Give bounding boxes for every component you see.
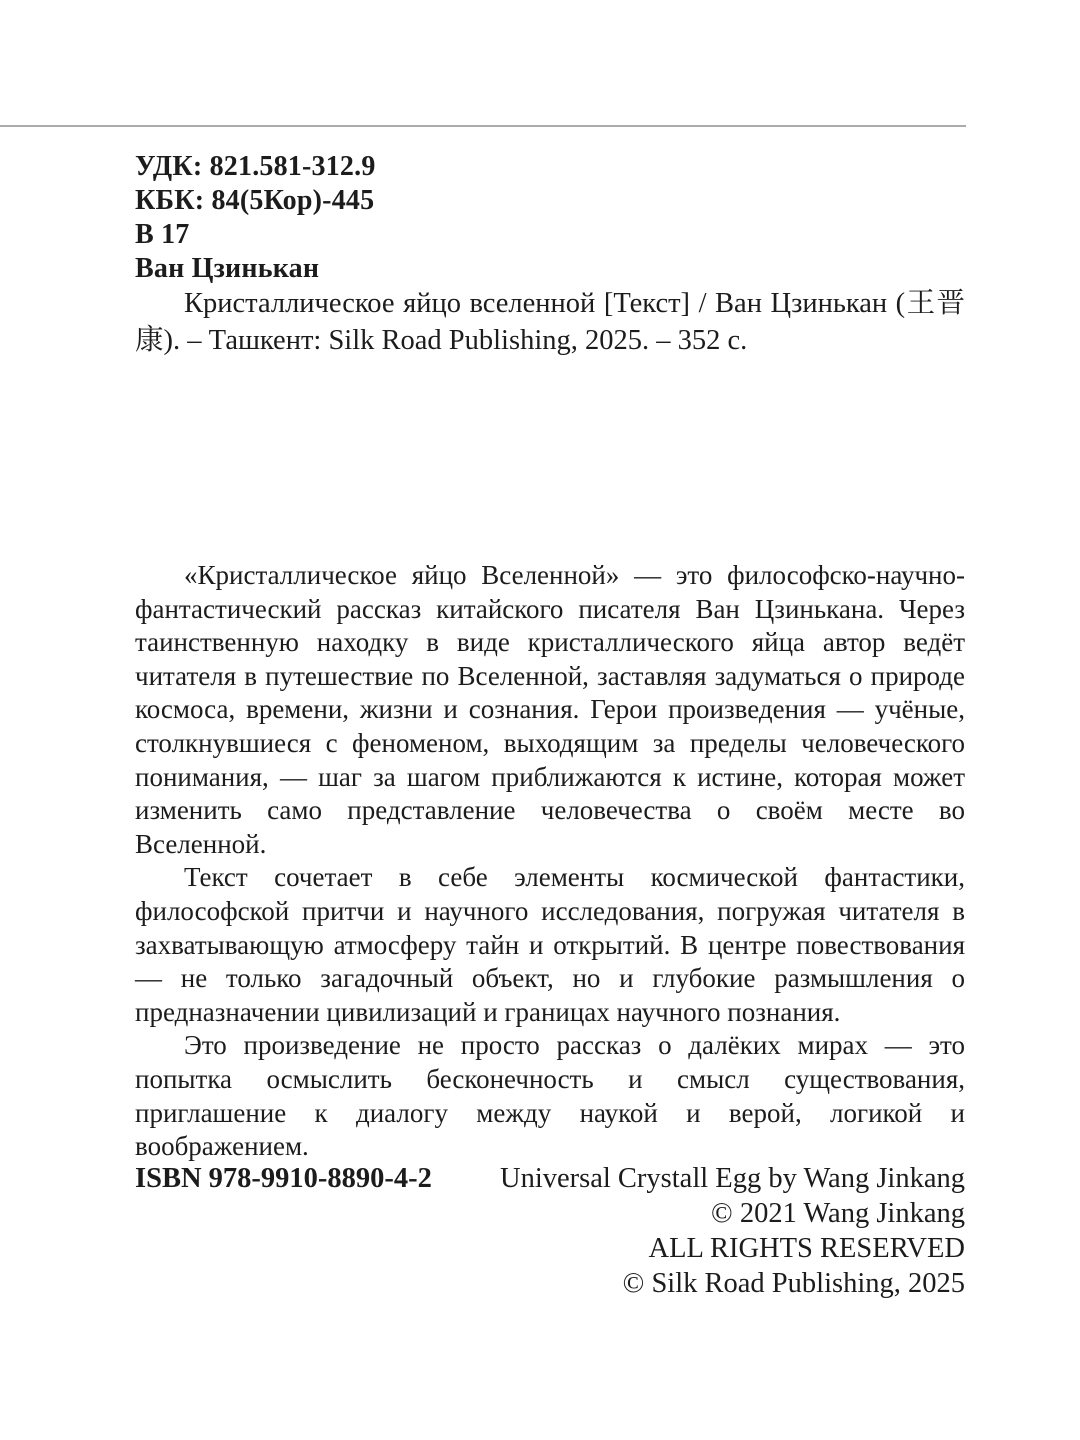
copyright-line-rights-reserved: ALL RIGHTS RESERVED	[648, 1233, 965, 1264]
top-rule	[0, 125, 966, 127]
annotation-paragraph-2: Текст сочетает в себе элементы космической фантастики, философской притчи и научного исследования, погружая читателя в захватывающую атмосферу тайн и открытий. В центре повествования — не только загадочный объект, но и глубокие размышления о предназначении цивилизаций и границах научного познания.	[135, 862, 965, 1027]
bbk-line: КБК: 84(5Кор)-445	[135, 185, 375, 216]
copyright-line-author: © 2021 Wang Jinkang	[711, 1198, 965, 1229]
isbn-label: ISBN 978-9910-8890-4-2	[135, 1163, 432, 1194]
udc-line: УДК: 821.581-312.9	[135, 151, 376, 182]
annotation-block	[135, 559, 965, 1164]
copyright-line-english-title: Universal Crystall Egg by Wang Jinkang	[500, 1163, 965, 1194]
annotation-paragraph-1: «Кристаллическое яйцо Вселенной» — это философско-научно-фантастический рассказ китайского писателя Ван Цзинькана. Через таинственную находку в виде кристаллического яйца автор ведёт читателя в путешествие по Вселенной, заставляя задуматься о природе космоса, времени, жизни и сознания. Герои произведения — учёные, столкнувшиеся с феноменом, выходящим за пределы человеческого понимания, — шаг за шагом приближаются к истине, которая может изменить само представление человечества о своём месте во Вселенной.	[135, 560, 965, 859]
annotation-paragraph-3: Это произведение не просто рассказ о далёких мирах — это попытка осмыслить бесконечность и смысл существования, приглашение к диалогу между наукой и верой, логикой и воображением.	[135, 1030, 965, 1162]
author-sign-line: В 17	[135, 219, 190, 250]
copyright-line-publisher: © Silk Road Publishing, 2025	[622, 1268, 965, 1299]
author-name-line: Ван Цзинькан	[135, 253, 320, 284]
bibliographic-entry: Кристаллическое яйцо вселенной [Текст] / Ван Цзинькан (王晋康). – Ташкент: Silk Road Publishing, 2025. – 352 с.	[135, 288, 965, 356]
classification-block	[135, 150, 965, 286]
footer-block	[135, 1161, 965, 1301]
